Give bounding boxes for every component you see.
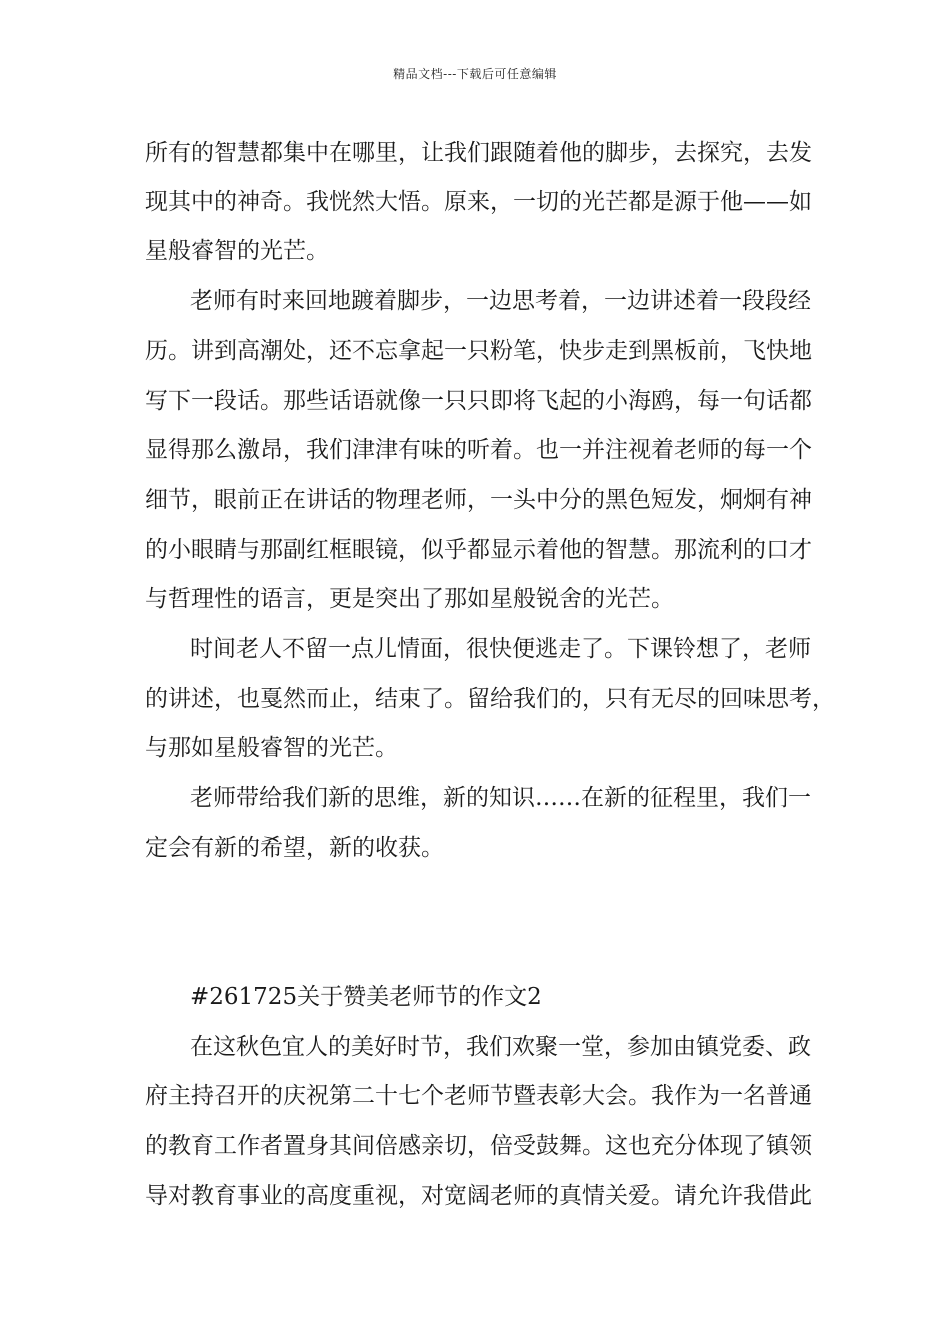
text-line: 老师带给我们新的思维，新的知识……在新的征程里，我们一	[190, 785, 811, 811]
text-line: 显得那么激昂，我们津津有味的听着。也一并注视着老师的每一个	[145, 437, 812, 463]
page-header: 精品文档---下载后可任意编辑	[393, 67, 557, 81]
text-line: 的讲述，也戛然而止，结束了。留给我们的，只有无尽的回味思考，	[145, 686, 835, 712]
text-line: 现其中的神奇。我恍然大悟。原来，一切的光芒都是源于他——如	[145, 189, 812, 215]
text-line: 在这秋色宜人的美好时节，我们欢聚一堂，参加由镇党委、政	[190, 1034, 811, 1060]
text-line: 定会有新的希望，新的收获。	[145, 835, 444, 861]
text-line: 写下一段话。那些话语就像一只只即将飞起的小海鸥，每一句话都	[145, 388, 812, 414]
section-title: #261725关于赞美老师节的作文2	[190, 984, 542, 1010]
text-line: 导对教育事业的高度重视，对宽阔老师的真情关爱。请允许我借此	[145, 1183, 812, 1209]
text-line: 与那如星般睿智的光芒。	[145, 735, 398, 761]
text-line: 历。讲到高潮处，还不忘拿起一只粉笔，快步走到黑板前，飞快地	[145, 338, 812, 364]
text-line: 与哲理性的语言，更是突出了那如星般锐舍的光芒。	[145, 586, 674, 612]
text-line: 细节，眼前正在讲话的物理老师，一头中分的黑色短发，炯炯有神	[145, 487, 812, 513]
text-line: 星般睿智的光芒。	[145, 238, 329, 264]
text-line: 的小眼睛与那副红框眼镜，似乎都显示着他的智慧。那流利的口才	[145, 537, 812, 563]
text-line: 老师有时来回地踱着脚步，一边思考着，一边讲述着一段段经	[190, 288, 811, 314]
text-line: 府主持召开的庆祝第二十七个老师节暨表彰大会。我作为一名普通	[145, 1083, 812, 1109]
text-line: 时间老人不留一点儿情面，很快便逃走了。下课铃想了，老师	[190, 636, 811, 662]
text-line: 所有的智慧都集中在哪里，让我们跟随着他的脚步，去探究，去发	[145, 140, 812, 166]
text-line: 的教育工作者置身其间倍感亲切，倍受鼓舞。这也充分体现了镇领	[145, 1133, 812, 1159]
